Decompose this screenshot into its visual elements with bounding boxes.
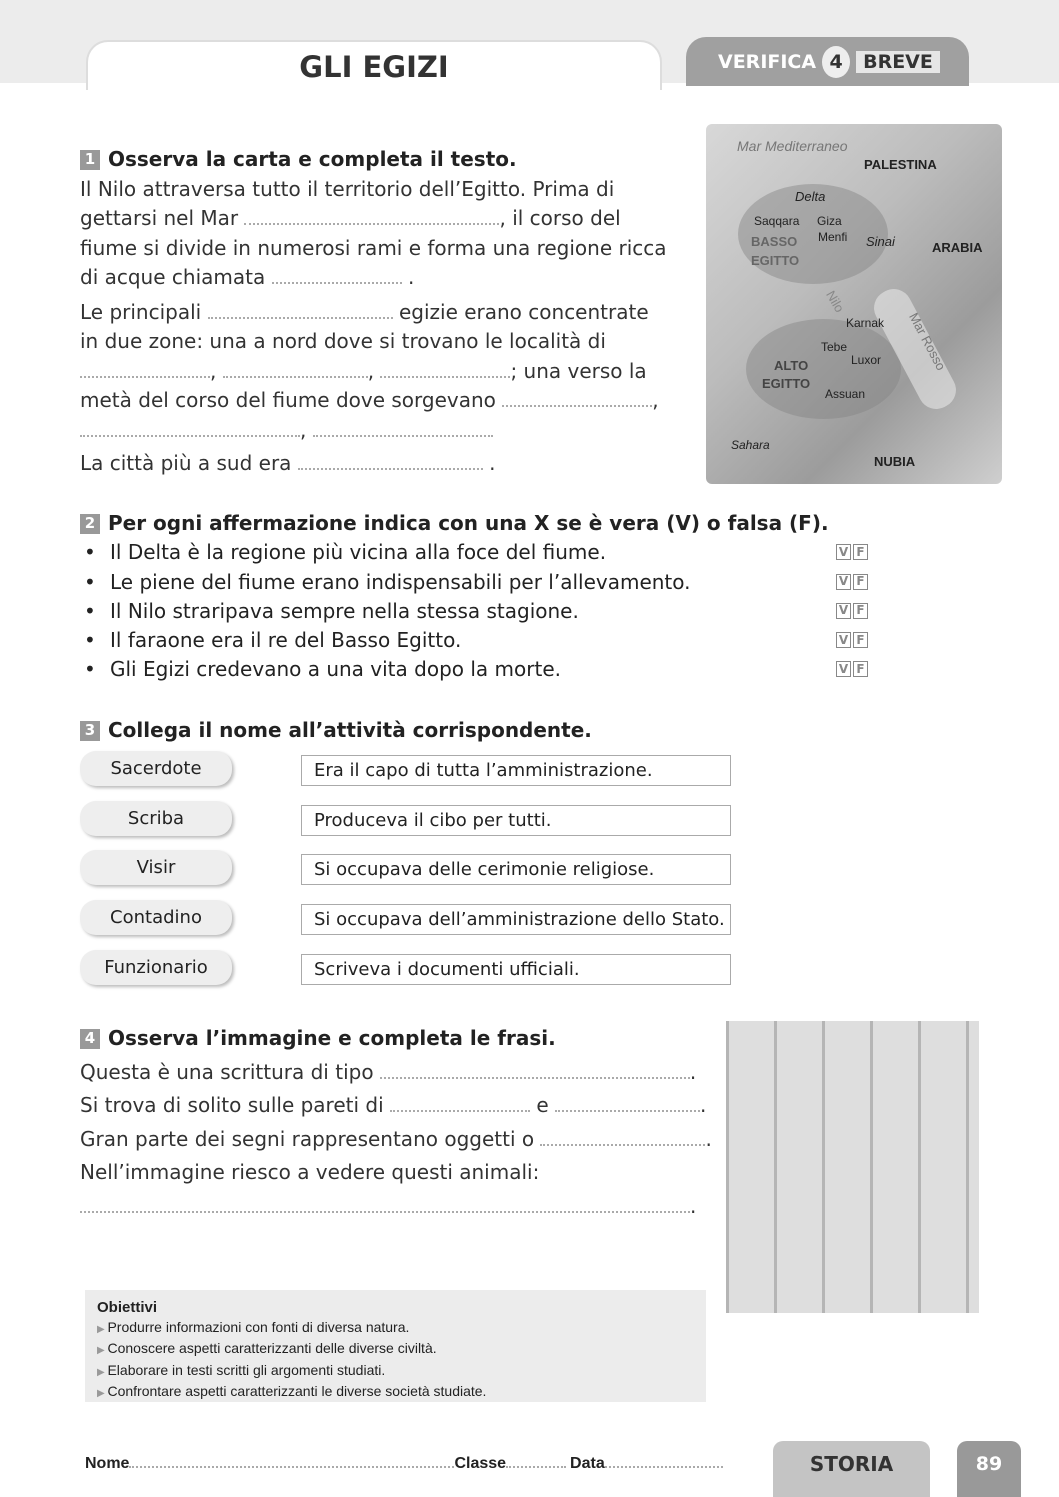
triangle-bullet-icon: ▶ — [97, 1323, 108, 1335]
name-label: Nome — [85, 1455, 130, 1472]
false-checkbox[interactable]: F — [853, 661, 868, 677]
map-label: Sinai — [866, 234, 895, 249]
map-label: EGITTO — [762, 376, 811, 391]
map-label: Giza — [817, 214, 842, 228]
false-checkbox[interactable]: F — [853, 574, 868, 590]
bullet: • — [84, 657, 96, 682]
false-checkbox[interactable]: F — [853, 632, 868, 648]
true-checkbox[interactable]: V — [836, 661, 851, 677]
blank-field[interactable] — [502, 389, 652, 407]
verifica-label: VERIFICA — [718, 50, 817, 73]
true-checkbox[interactable]: V — [836, 603, 851, 619]
activity-box[interactable]: Si occupava dell’amministrazione dello Stato. — [301, 904, 731, 935]
map-label: Menfi — [818, 230, 848, 244]
text: , — [367, 358, 375, 383]
map-label: ARABIA — [932, 240, 983, 255]
true-checkbox[interactable]: V — [836, 574, 851, 590]
objective-text: Produrre informazioni con fonti di diversa natura. — [107, 1318, 410, 1335]
statement-text: Il faraone era il re del Basso Egitto. — [110, 628, 462, 653]
text: Si trova di solito sulle pareti di — [80, 1093, 384, 1117]
exercise-title: Per ogni affermazione indica con una X se è vera (V) o falsa (F). — [108, 511, 829, 535]
true-checkbox[interactable]: V — [836, 544, 851, 560]
map-label: Saqqara — [754, 214, 800, 228]
class-label: Classe — [454, 1455, 507, 1472]
page-title: GLI EGIZI — [86, 40, 662, 90]
map-label: Assuan — [825, 387, 866, 401]
egypt-map — [706, 124, 1002, 484]
map-label: Karnak — [846, 316, 885, 330]
role-button[interactable]: Funzionario — [80, 950, 232, 985]
exercise-title: Collega il nome all’attività corrispondente. — [108, 718, 592, 742]
text: Questa è una scrittura di tipo — [80, 1059, 374, 1084]
text: Nell’immagine riesco a vedere questi animali: — [80, 1160, 540, 1184]
blank-field[interactable] — [208, 301, 393, 319]
map-label: NUBIA — [874, 454, 916, 469]
statement-text: Le piene del fiume erano indispensabili per l’allevamento. — [110, 569, 691, 594]
blank-field[interactable] — [540, 1128, 705, 1146]
text: Le principali — [80, 299, 202, 324]
text: gettarsi nel Mar — [80, 206, 239, 230]
map-label: ALTO — [774, 358, 809, 373]
map-label: EGITTO — [751, 253, 800, 268]
role-button[interactable]: Contadino — [80, 900, 232, 935]
exercise-title: Osserva l’immagine e completa le frasi. — [108, 1026, 556, 1050]
date-label: Data — [570, 1455, 605, 1472]
role-button[interactable]: Visir — [80, 850, 232, 885]
blank-field[interactable] — [272, 266, 402, 284]
verifica-tab — [686, 37, 969, 86]
name-field[interactable] — [129, 1456, 454, 1468]
statement-row — [80, 597, 980, 626]
text: , — [300, 417, 307, 442]
text: , — [652, 388, 659, 412]
objective-item — [97, 1318, 694, 1340]
role-button[interactable]: Sacerdote — [80, 751, 232, 786]
text: . — [689, 1059, 697, 1084]
statement-text: Il Nilo straripava sempre nella stessa stagione. — [110, 598, 579, 623]
blank-field[interactable] — [313, 419, 493, 437]
statement-text: Gli Egizi credevano a una vita dopo la morte. — [110, 657, 561, 682]
blank-field[interactable] — [390, 1094, 530, 1112]
false-checkbox[interactable]: F — [853, 544, 868, 560]
date-field[interactable] — [605, 1456, 723, 1468]
blank-field[interactable] — [80, 419, 300, 437]
exercise-2 — [80, 509, 980, 685]
blank-field[interactable] — [80, 1195, 690, 1213]
text: . — [700, 1093, 707, 1117]
class-field[interactable] — [506, 1456, 566, 1468]
bullet: • — [84, 598, 96, 623]
exercise-number: 3 — [80, 721, 100, 741]
activity-box[interactable]: Era il capo di tutta l’amministrazione. — [301, 755, 731, 786]
activity-box[interactable]: Scriveva i documenti ufficiali. — [301, 954, 731, 985]
objective-text: Elaborare in testi scritti gli argomenti studiati. — [107, 1361, 386, 1378]
blank-field[interactable] — [298, 452, 483, 470]
text: Gran parte dei segni rappresentano oggetti o — [80, 1126, 535, 1151]
map-label: Luxor — [851, 353, 882, 367]
page-number: 89 — [957, 1441, 1021, 1497]
triangle-bullet-icon: ▶ — [97, 1345, 108, 1356]
blank-field[interactable] — [380, 360, 510, 378]
true-checkbox[interactable]: V — [836, 632, 851, 648]
exercise-1 — [80, 145, 690, 479]
objective-text: Conoscere aspetti caratterizzanti delle diverse civiltà. — [107, 1340, 437, 1356]
objective-item — [97, 1361, 694, 1383]
bullet: • — [84, 540, 96, 565]
exercise-4 — [80, 1024, 710, 1221]
bullet: • — [84, 628, 96, 653]
text: di acque chiamata — [80, 265, 266, 289]
text: . — [705, 1126, 712, 1151]
text: . — [407, 265, 415, 289]
map-label: Mar Mediterraneo — [737, 138, 848, 154]
triangle-bullet-icon: ▶ — [97, 1388, 108, 1399]
exercise-title: Osserva la carta e completa il testo. — [108, 147, 517, 171]
map-label: Mar Rosso — [906, 310, 949, 373]
role-button[interactable]: Scriba — [80, 801, 232, 836]
blank-field[interactable] — [80, 360, 210, 378]
objective-item — [97, 1382, 694, 1404]
activity-box[interactable]: Produceva il cibo per tutti. — [301, 805, 731, 836]
map-label: Nilo — [823, 288, 848, 315]
map-label: Tebe — [821, 340, 848, 354]
statement-row — [80, 538, 980, 567]
false-checkbox[interactable]: F — [853, 603, 868, 619]
statement-row — [80, 655, 980, 684]
text: La città più a sud era — [80, 451, 292, 475]
text: in due zone: una a nord dove si trovano le località di — [80, 329, 606, 353]
exercise-3-title — [80, 716, 592, 746]
exercise-number: 1 — [80, 150, 100, 170]
text: Il Nilo attraversa tutto il territorio dell’Egitto. Prima di — [80, 176, 615, 201]
map-label: BASSO — [751, 234, 798, 249]
text: . — [690, 1193, 697, 1218]
statement-text: Il Delta è la regione più vicina alla foce del fiume. — [110, 540, 607, 565]
text: e — [536, 1093, 549, 1117]
blank-field[interactable] — [223, 360, 368, 378]
objective-text: Confrontare aspetti caratterizzanti le diverse società studiate. — [107, 1383, 487, 1399]
exercise-number: 2 — [80, 514, 100, 534]
activity-box[interactable]: Si occupava delle cerimonie religiose. — [301, 854, 731, 885]
exercise-number: 4 — [80, 1029, 100, 1049]
text: fiume si divide in numerosi rami e forma una regione ricca — [80, 235, 667, 260]
blank-field[interactable] — [244, 207, 499, 225]
map-label: Delta — [795, 189, 826, 204]
verifica-number: 4 — [822, 46, 850, 78]
objective-item — [97, 1339, 694, 1361]
bullet: • — [84, 569, 96, 594]
text: , — [210, 358, 217, 383]
hieroglyphs-image — [726, 1021, 979, 1313]
text: egizie erano concentrate — [398, 299, 649, 324]
map-label: PALESTINA — [864, 157, 937, 172]
verifica-type: BREVE — [856, 51, 940, 73]
subject-tab: STORIA — [773, 1441, 930, 1497]
blank-field[interactable] — [380, 1061, 690, 1079]
blank-field[interactable] — [555, 1094, 700, 1112]
text: metà del corso del fiume dove sorgevano — [80, 388, 496, 412]
student-info — [85, 1455, 723, 1473]
text: , il corso del — [499, 206, 621, 230]
objectives-box — [85, 1290, 706, 1402]
statement-row — [80, 626, 980, 655]
text: . — [489, 451, 496, 475]
statement-row — [80, 568, 980, 597]
text: ; una verso la — [510, 358, 647, 383]
objectives-title: Obiettivi — [97, 1299, 158, 1316]
map-label: Sahara — [731, 438, 770, 452]
triangle-bullet-icon: ▶ — [97, 1366, 108, 1378]
